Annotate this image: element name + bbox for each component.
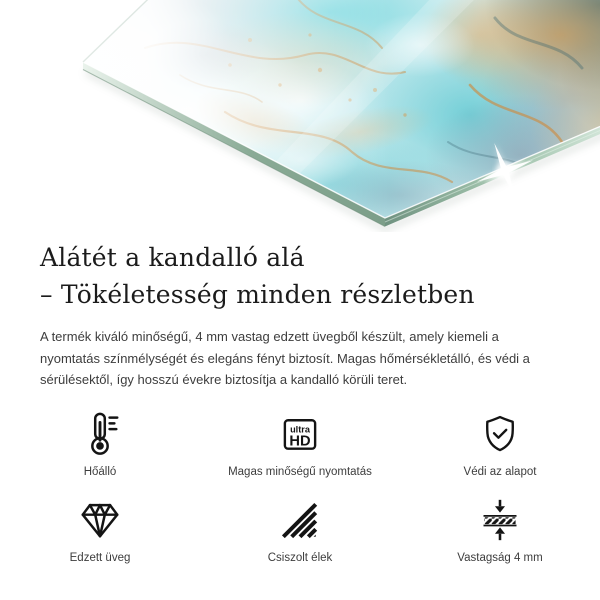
feature-item-protects-base [400,408,600,479]
ultra-hd-icon [278,408,322,456]
product-description: A termék kiváló minőségű, 4 mm vastag edzett üvegből készült, amely kiemeli a nyomtatás színmélységét és elegáns fényt biztosít. Magas hőmérsékletálló, és védi a sérülésektől, így hosszú évekre biztosítja a kandalló körüli teret. [40,329,530,387]
diamond-icon [77,494,123,542]
ultra-label: ultra [290,424,310,435]
feature-item-polished-edges [200,494,400,565]
thermometer-icon [77,408,123,456]
feature-label: Csiszolt élek [267,551,333,564]
feature-label: Edzett üveg [69,551,131,564]
feature-item-thickness [400,494,600,565]
feature-label: Védi az alapot [463,465,537,478]
thickness-arrows-icon [478,494,522,542]
feature-label: Vastagság 4 mm [457,551,543,564]
feature-item-heat-resistant [0,408,200,479]
polished-edges-icon [279,494,321,542]
hd-label: HD [289,432,311,449]
product-photo [0,0,600,232]
feature-grid [0,408,600,565]
title-line-2: – Tökéletesség minden részletben [40,280,475,309]
product-info-section [0,232,600,565]
glass-panel-image [0,0,600,232]
title-line-1: Alátét a kandalló alá [40,243,305,272]
feature-label: Magas minőségű nyomtatás [228,465,372,478]
page-title [40,232,560,313]
feature-item-tempered-glass [0,494,200,565]
feature-label: Hőálló [83,465,117,478]
feature-item-print-quality [200,408,400,479]
shield-check-icon [478,408,522,456]
